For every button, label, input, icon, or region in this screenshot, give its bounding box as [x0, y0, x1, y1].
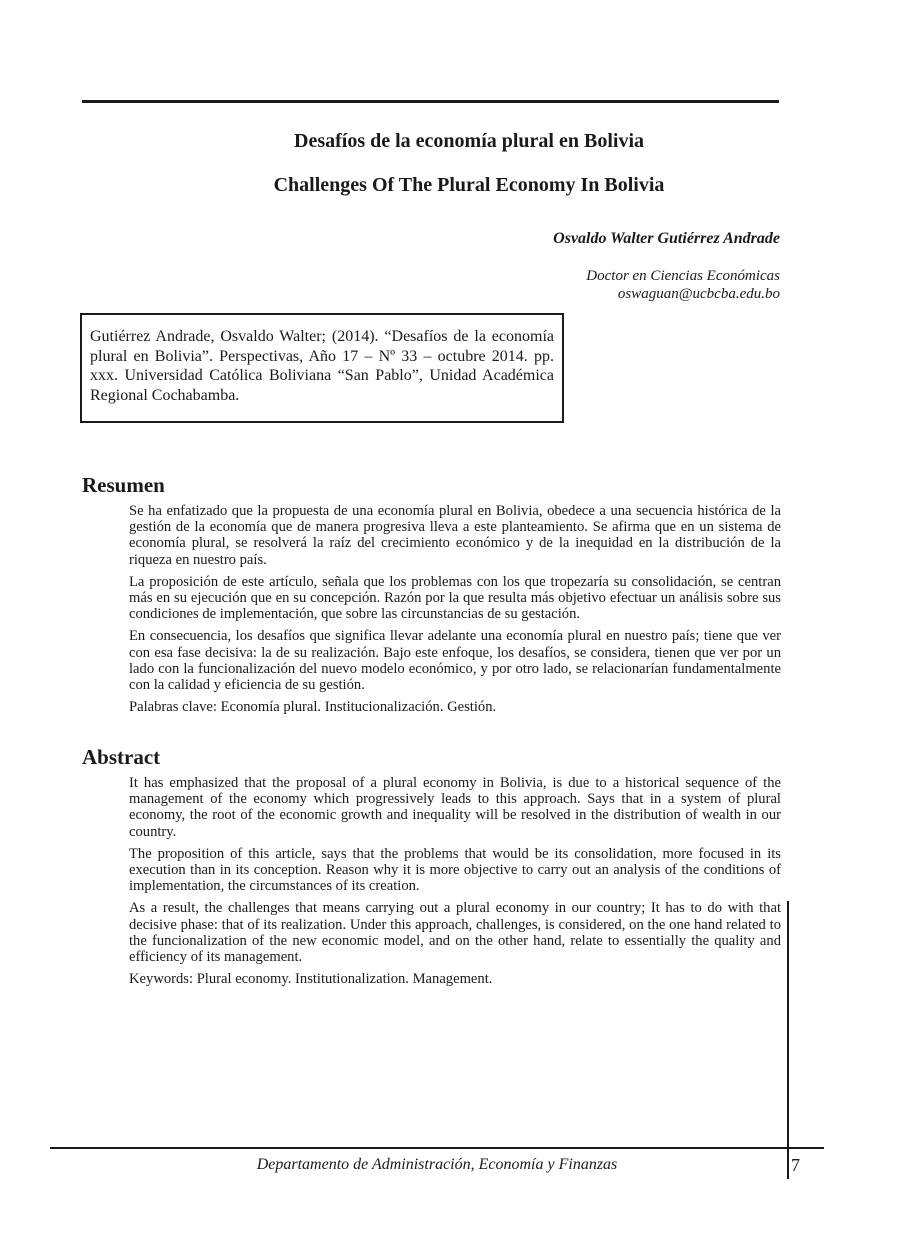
- resumen-paragraph: La proposición de este artículo, señala que los problemas con los que tropezaría su consolidación, se centran más en su ejecución que en su concepción. Razón por la que resulta más objetivo efectuar un análisis sobre sus condiciones de implementación, que sobre las circunstancias de su gestación.: [129, 573, 781, 623]
- abstract-keywords: Keywords: Plural economy. Institutionalization. Management.: [129, 971, 493, 988]
- abstract-body: [129, 775, 781, 993]
- author-degree: Doctor en Ciencias Económicas: [586, 268, 780, 284]
- footer-department: Departamento de Administración, Economía y Finanzas: [256, 1156, 618, 1173]
- header-rule: [82, 100, 779, 103]
- resumen-keywords: Palabras clave: Economía plural. Institucionalización. Gestión.: [129, 699, 497, 716]
- author-affiliation: [586, 267, 780, 303]
- author-name: Osvaldo Walter Gutiérrez Andrade: [553, 230, 780, 247]
- resumen-body: [129, 503, 781, 721]
- resumen-heading: Resumen: [82, 473, 165, 497]
- citation-box: [80, 313, 564, 423]
- footer-rule: [50, 1147, 824, 1149]
- resumen-paragraph: En consecuencia, los desafíos que significa llevar adelante una economía plural en nuestro país; tiene que ver con esa fase decisiva: la de su realización. Bajo este enfoque, los desafíos, se considera, tienen que ver por un lado con la funcionalización del nuevo modelo económico, y por otro lado, se relacionarían fundamentalmente con la calidad y eficiencia de su gestión.: [129, 628, 781, 694]
- abstract-heading: Abstract: [82, 745, 161, 769]
- title-english: Challenges Of The Plural Economy In Bolivia: [273, 174, 665, 196]
- title-spanish: Desafíos de la economía plural en Bolivia: [294, 130, 644, 152]
- abstract-paragraph: It has emphasized that the proposal of a plural economy in Bolivia, is due to a historical sequence of the management of the economy which progressively leads to this approach. Says that in a system of plural economy, the root of the economic growth and inequality will be resolved in the distribution of wealth in our country.: [129, 775, 781, 840]
- abstract-paragraph: The proposition of this article, says that the problems that would be its consolidation, more focused in its execution than in its conception. Reason why it is more objective to carry out an analysis of the conditions of implementation, the circumstances of its creation.: [129, 845, 781, 895]
- citation-text: Gutiérrez Andrade, Osvaldo Walter; (2014). “Desafíos de la economía plural en Bolivia”. Perspectivas, Año 17 – Nº 33 – octubre 2014. pp. xxx. Universidad Católica Boliviana “San Pablo”, Unidad Académica Regional Cochabamba.: [90, 328, 554, 404]
- page-number: 7: [791, 1155, 800, 1175]
- resumen-paragraph: Se ha enfatizado que la propuesta de una economía plural en Bolivia, obedece a una secuencia histórica de la gestión de la economía que de manera progresiva lleva a este planteamiento. Se afirma que en un sistema de economía plural, se resolverá la raíz del crecimiento económico y de la inequidad en la distribución de la riqueza en nuestro país.: [129, 503, 781, 568]
- abstract-paragraph: As a result, the challenges that means carrying out a plural economy in our country; It has to do with that decisive phase: that of its realization. Under this approach, challenges, is considered, on the one hand related to the funcionalization of the new economic model, and on the other hand, relate to essentially the quality and efficiency of its management.: [129, 900, 781, 966]
- margin-rule: [787, 901, 789, 1179]
- author-email: oswaguan@ucbcba.edu.bo: [617, 286, 780, 302]
